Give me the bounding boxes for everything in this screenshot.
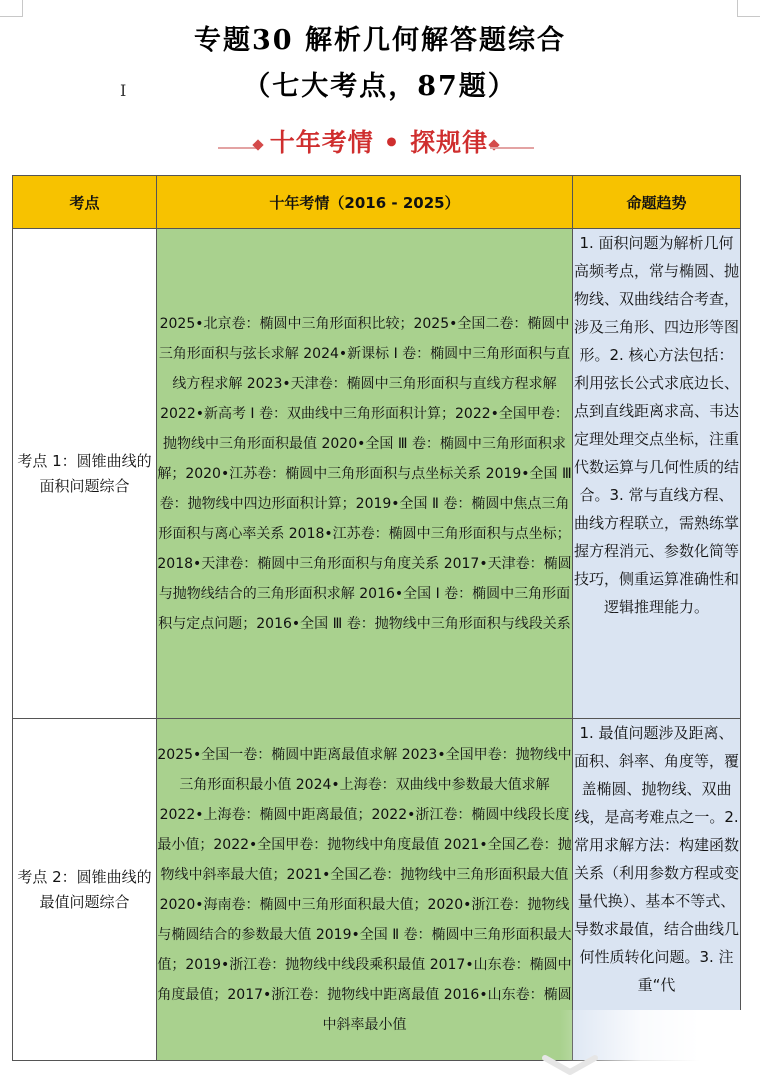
exam-analysis-table	[12, 175, 741, 1061]
document-subtitle: （七大考点，87题）	[243, 71, 517, 102]
banner-divider-right	[490, 147, 534, 149]
topic-cell: 考点 2：圆锥曲线的最值问题综合	[13, 719, 157, 1061]
page-corner-mark-left	[0, 0, 23, 17]
history-cell: 2025•全国一卷：椭圆中距离最值求解 2023•全国甲卷：抛物线中三角形面积最小值 2024•上海卷：双曲线中参数最大值求解 2022•上海卷：椭圆中距离最值；2022•浙江卷：椭圆中线段长度最小值；2022•全国甲卷：抛物线中角度最值 2021•全国乙卷：抛物线中斜率最大值；2021•全国乙卷：抛物线中三角形面积最大值 2020•海南卷：椭圆中三角形面积最大值；2020•浙江卷：抛物线与椭圆结合的参数最大值 2019•全国 Ⅱ 卷：椭圆中三角形面积最大值；2019•浙江卷：抛物线中线段乘积最值 2017•山东卷：椭圆中角度最值；2017•浙江卷：抛物线中距离最值 2016•山东卷：椭圆中斜率最小值	[157, 719, 573, 1061]
table-header-row	[13, 176, 741, 229]
section-banner	[0, 120, 760, 160]
header-topic: 考点	[13, 176, 157, 229]
scroll-down-arrow-icon	[540, 1050, 600, 1080]
table-row	[13, 229, 741, 719]
document-title: 专题30 解析几何解答题综合	[194, 25, 566, 56]
history-cell: 2025•北京卷：椭圆中三角形面积比较；2025•全国二卷：椭圆中三角形面积与弦长求解 2024•新课标 Ⅰ 卷：椭圆中三角形面积与直线方程求解 2023•天津卷：椭圆中三角形面积与直线方程求解 2022•新高考 Ⅰ 卷：双曲线中三角形面积计算；2022•全国甲卷：抛物线中三角形面积最值 2020•全国 Ⅲ 卷：椭圆中三角形面积求解；2020•江苏卷：椭圆中三角形面积与点坐标关系 2019•全国 Ⅲ 卷：抛物线中四边形面积计算；2019•全国 Ⅱ 卷：椭圆中焦点三角形面积与离心率关系 2018•江苏卷：椭圆中三角形面积与点坐标；2018•天津卷：椭圆中三角形面积与角度关系 2017•天津卷：椭圆与抛物线结合的三角形面积求解 2016•全国 Ⅰ 卷：椭圆中三角形面积与定点问题；2016•全国 Ⅲ 卷：抛物线中三角形面积与线段关系	[157, 229, 573, 719]
trend-cell: 1. 面积问题为解析几何高频考点，常与椭圆、抛物线、双曲线结合考查，涉及三角形、四边形等图形。2. 核心方法包括：利用弦长公式求底边长、点到直线距离求高、韦达定理处理交点坐标，注重代数运算与几何性质的结合。3. 常与直线方程、曲线方程联立，需熟练掌握方程消元、参数化简等技巧，侧重运算准确性和逻辑推理能力。	[573, 229, 741, 719]
text-cursor-icon: I	[120, 81, 127, 100]
trend-text: 1. 最值问题涉及距离、面积、斜率、角度等，覆盖椭圆、抛物线、双曲线，是高考难点之一。2. 常用求解方法：构建函数关系（利用参数方程或变量代换）、基本不等式、导数求最值，结合曲线几何性质转化问题。3. 注重“代	[573, 724, 739, 994]
topic-cell: 考点 1：圆锥曲线的面积问题综合	[13, 229, 157, 719]
header-history: 十年考情（2016 - 2025）	[157, 176, 573, 229]
header-trend: 命题趋势	[573, 176, 741, 229]
banner-title: 十年考情 • 探规律	[269, 128, 489, 157]
page-corner-mark-right	[737, 0, 760, 17]
